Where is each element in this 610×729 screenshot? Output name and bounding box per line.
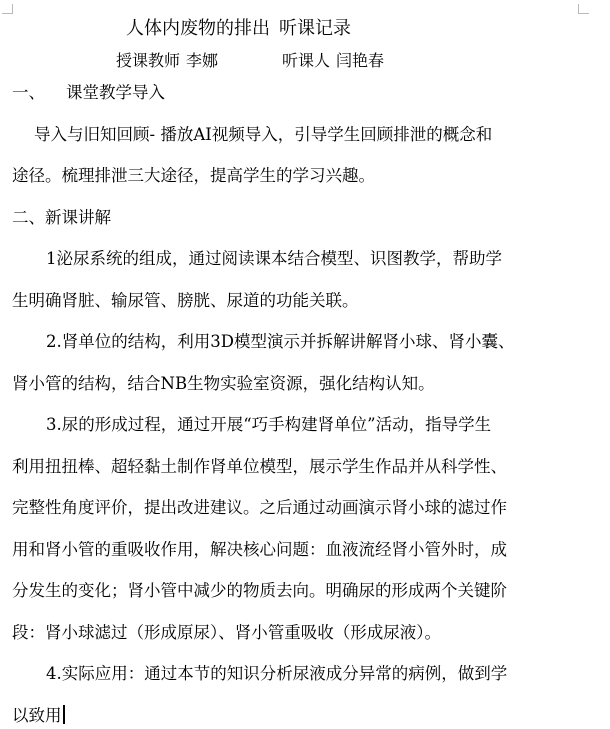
body-line: 3.尿的形成过程，通过开展“巧手构建肾单位”活动，指导学生: [46, 415, 492, 434]
body-line: 生明确肾脏、输尿管、膀胱、尿道的功能关联。: [12, 291, 359, 310]
body-line: 利用扭扭棒、超轻黏土制作肾单位模型，展示学生作品并从科学性、: [12, 457, 507, 476]
listener-label: 听课人: [282, 51, 331, 70]
section-heading-new-lesson: 二、新课讲解: [12, 208, 111, 227]
body-line: 途径。梳理排泄三大途径，提高学生的学习兴趣。: [12, 166, 375, 185]
document-title-sub: 听课记录: [279, 18, 351, 39]
body-line: 用和肾小管的重吸收作用，解决核心问题：血液流经肾小管外时，成: [12, 540, 507, 559]
teacher-info: [116, 48, 218, 71]
body-line: 肾小管的结构，结合NB生物实验室资源，强化结构认知。: [12, 374, 435, 393]
body-line: 完整性角度评价，提出改进建议。之后通过动画演示肾小球的滤过作: [12, 498, 507, 517]
body-line: 导入与旧知回顾- 播放AI视频导入，引导学生回顾排泄的概念和: [34, 125, 493, 144]
body-line: 2.肾单位的结构，利用3D模型演示并拆解讲解肾小球、肾小囊、: [46, 332, 515, 351]
page-corner-mark-right: [578, 4, 589, 14]
body-line: 段：肾小球滤过（形成原尿）、肾小管重吸收（形成尿液）。: [12, 623, 441, 642]
body-line-last[interactable]: [12, 702, 65, 726]
text-cursor: [63, 705, 65, 724]
teacher-name: 李娜: [186, 51, 219, 70]
document-title: [126, 14, 351, 40]
body-line: 1泌尿系统的组成，通过阅读课本结合模型、识图教学，帮助学: [46, 249, 502, 268]
body-line-last-text: 以致用: [12, 706, 62, 725]
section-heading-intro: 一、 课堂教学导入: [12, 83, 165, 102]
listener-name: 闫艳春: [336, 51, 385, 70]
listener-info: [282, 48, 384, 71]
page-corner-mark-left: [2, 4, 13, 14]
document-title-main: 人体内废物的排出: [126, 18, 270, 39]
body-line: 分发生的变化；肾小管中减少的物质去向。明确尿的形成两个关键阶: [12, 581, 507, 600]
teacher-label: 授课教师: [116, 51, 181, 70]
body-line: 4.实际应用：通过本节的知识分析尿液成分异常的病例，做到学: [46, 664, 508, 683]
